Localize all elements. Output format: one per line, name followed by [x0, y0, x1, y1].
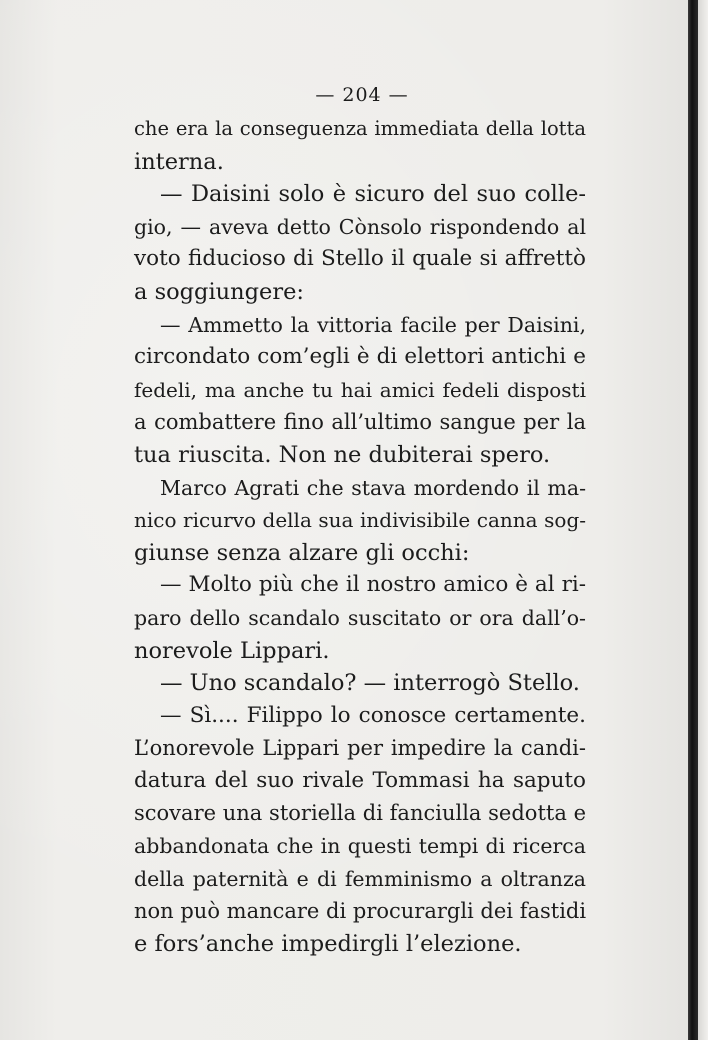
text-line: — Sì.... Filippo lo conosce certamente. — [160, 702, 586, 728]
body-text — [134, 113, 586, 960]
text-line: abbandonata che in questi tempi di ricerca — [134, 834, 586, 859]
page-number: — 204 — — [315, 84, 409, 106]
text-line: scovare una storiella di fanciulla sedotta e — [134, 801, 586, 826]
text-line: — Daisini solo è sicuro del suo colle- — [160, 181, 586, 208]
text-line: — Molto più che il nostro amico è al ri- — [160, 572, 586, 598]
text-line: circondato com’egli è di elettori antichi e — [134, 344, 586, 370]
text-line: non può mancare di procurargli dei fastidi — [134, 899, 587, 924]
text-line: — Uno scandalo? — interrogò Stello. — [160, 670, 580, 697]
text-line: interna. — [134, 148, 224, 175]
text-line: nico ricurvo della sua indivisibile canna sog- — [134, 508, 586, 533]
binding-edge — [688, 0, 698, 1040]
text-line: L’onorevole Lippari per impedire la candi- — [134, 736, 586, 761]
text-line: a soggiungere: — [134, 278, 305, 305]
text-line: paro dello scandalo suscitato or ora dall’o- — [134, 605, 586, 630]
text-line: datura del suo rivale Tommasi ha saputo — [134, 767, 586, 793]
text-line: — Ammetto la vittoria facile per Daisini, — [160, 312, 586, 337]
text-line: della paternità e di femminismo a oltranza — [134, 866, 586, 891]
text-line: norevole Lippari. — [134, 637, 330, 664]
text-line: e fors’anche impedirgli l’elezione. — [134, 930, 522, 957]
text-line: voto fiducioso di Stello il quale si affrettò — [134, 246, 586, 272]
text-line: Marco Agrati che stava mordendo il ma- — [160, 475, 586, 500]
text-line: giunse senza alzare gli occhi: — [134, 539, 470, 566]
text-line: che era la conseguenza immediata della lotta — [134, 117, 586, 140]
text-line: a combattere fino all’ultimo sangue per la — [134, 410, 586, 435]
page-edge — [698, 0, 708, 1040]
text-line: tua riuscita. Non ne dubiterai spero. — [134, 441, 551, 468]
text-line: gio, — aveva detto Cònsolo rispondendo al — [134, 214, 586, 239]
text-line: fedeli, ma anche tu hai amici fedeli disposti — [134, 377, 586, 402]
